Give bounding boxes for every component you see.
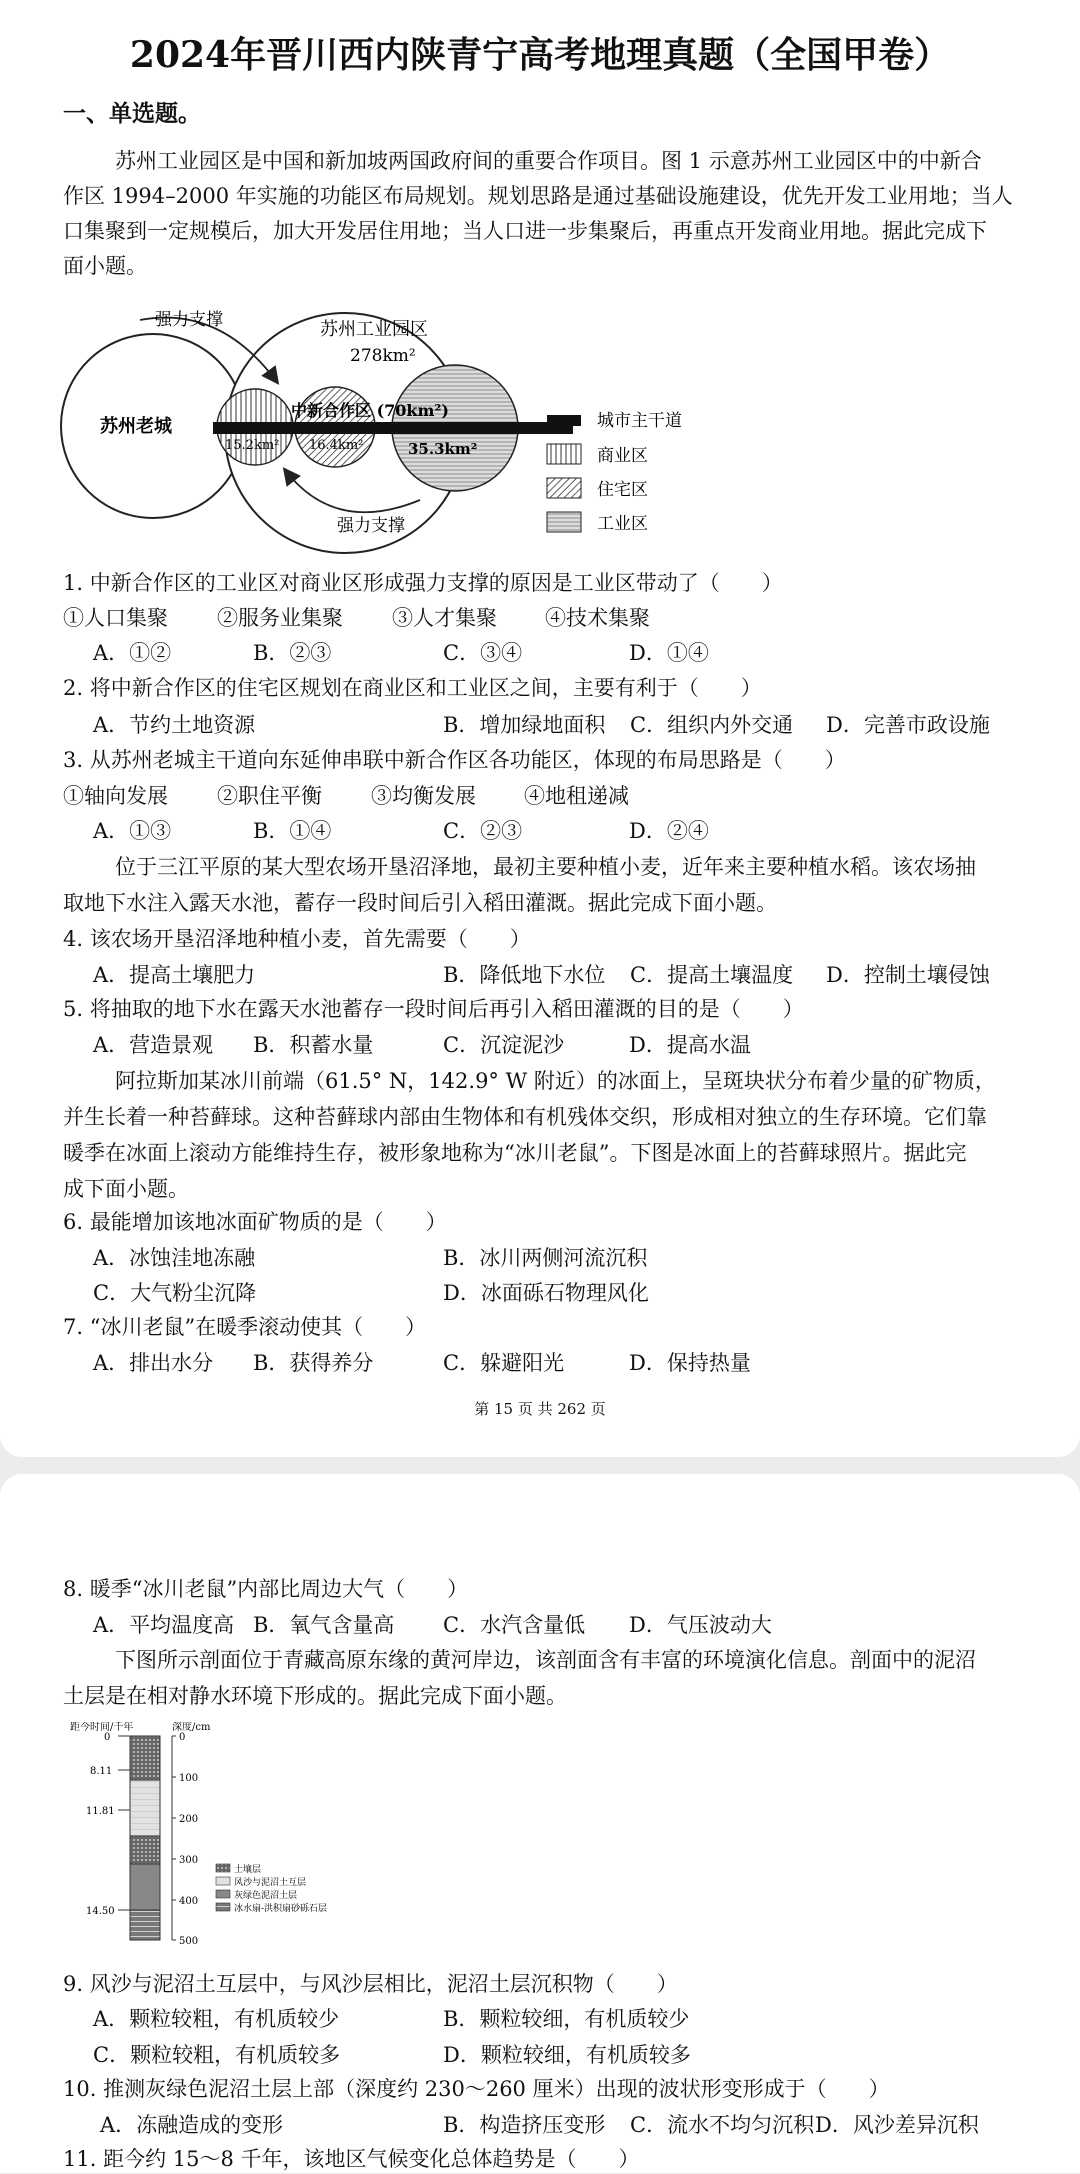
q3-item: ④地租递减 (524, 784, 629, 808)
depth-axis-title: 深度/cm (172, 1722, 211, 1733)
q4-option-d[interactable]: D．控制土壤侵蚀 (826, 963, 990, 987)
q5-option-b[interactable]: B．积蓄水量 (253, 1033, 374, 1057)
passage-4-line: 土层是在相对静水环境下形成的。据此完成下面小题。 (63, 1684, 567, 1708)
layer-marsh-lower (130, 1864, 160, 1910)
question-3: 3. 从苏州老城主干道向东延伸串联中新合作区各功能区，体现的布局思路是（ ） (63, 748, 846, 772)
bottom-support-label: 强力支撑 (337, 516, 405, 536)
time-axis-title: 距今时间/千年 (70, 1722, 134, 1733)
q10-option-d[interactable]: D．风沙差异沉积 (815, 2113, 979, 2137)
layer-sand-marsh-interbedded (130, 1780, 160, 1836)
legend-soil-swatch (216, 1864, 230, 1872)
q1-item: ③人才集聚 (392, 606, 497, 630)
page-number: 第 15 页 共 262 页 (474, 1400, 606, 1418)
q8-option-a[interactable]: A．平均温度高 (93, 1613, 235, 1637)
q1-item: ①人口集聚 (63, 606, 168, 630)
legend-commercial-label: 商业区 (597, 446, 648, 466)
passage-1-line: 苏州工业园区是中国和新加坡两国政府间的重要合作项目。图 1 示意苏州工业园区中的中新合 (115, 149, 982, 173)
q3-option-a[interactable]: A．①③ (93, 819, 172, 843)
time-label: 11.81 (86, 1806, 115, 1817)
q7-option-a[interactable]: A．排出水分 (93, 1351, 214, 1375)
q4-option-b[interactable]: B．降低地下水位 (443, 963, 606, 987)
q1-item: ②服务业集聚 (217, 606, 343, 630)
question-5: 5. 将抽取的地下水在露天水池蓄存一段时间后再引入稻田灌溉的目的是（ ） (63, 997, 804, 1021)
layer-gravel (130, 1910, 160, 1940)
layer-grey-green-marsh (130, 1836, 160, 1864)
depth-label: 0 (179, 1732, 186, 1743)
question-11: 11. 距今约 15～8 千年，该地区气候变化总体趋势是（ ） (63, 2147, 640, 2171)
passage-3-line: 暖季在冰面上滚动方能维持生存，被形象地称为“冰川老鼠”。下图是冰面上的苔藓球照片。据此完 (63, 1141, 967, 1165)
layer-soil (130, 1736, 160, 1780)
q5-option-a[interactable]: A．营造景观 (93, 1033, 214, 1057)
legend-marsh-label: 灰绿色泥沼土层 (234, 1891, 298, 1901)
main-road (213, 422, 573, 434)
depth-label: 100 (179, 1773, 199, 1784)
q1-item: ④技术集聚 (545, 606, 650, 630)
depth-label: 500 (179, 1936, 199, 1947)
q1-option-d[interactable]: D．①④ (629, 641, 709, 665)
question-6: 6. 最能增加该地冰面矿物质的是（ ） (63, 1210, 447, 1234)
q2-option-b[interactable]: B．增加绿地面积 (443, 713, 606, 737)
q10-option-b[interactable]: B．构造挤压变形 (443, 2113, 606, 2137)
page-2 (0, 1474, 1080, 2173)
question-4: 4. 该农场开垦沼泽地种植小麦，首先需要（ ） (63, 927, 531, 951)
passage-3-line: 阿拉斯加某冰川前端（61.5° N，142.9° W 附近）的冰面上，呈斑块状分布着少量的矿物质， (115, 1069, 996, 1093)
figure-2-stratigraphic-profile (60, 1722, 390, 1957)
q1-option-c[interactable]: C．③④ (443, 641, 523, 665)
q1-option-b[interactable]: B．②③ (253, 641, 332, 665)
q9-option-d[interactable]: D．颗粒较细，有机质较多 (443, 2043, 691, 2067)
time-label: 0 (104, 1732, 111, 1743)
q3-option-d[interactable]: D．②④ (629, 819, 709, 843)
figure-1-layout-diagram (55, 285, 715, 565)
q3-option-c[interactable]: C．②③ (443, 819, 523, 843)
park-name-label: 苏州工业园区 (320, 319, 428, 340)
park-area-label: 278km² (350, 346, 416, 366)
q5-option-d[interactable]: D．提高水温 (629, 1033, 751, 1057)
legend-road-label: 城市主干道 (597, 411, 682, 431)
passage-3-line: 成下面小题。 (63, 1177, 189, 1201)
passage-1-line: 作区 1994–2000 年实施的功能区布局规划。规划思路是通过基础设施建设，优先开发工业用地；当人 (63, 184, 1013, 208)
top-support-label: 强力支撑 (155, 310, 223, 330)
q4-option-a[interactable]: A．提高土壤肥力 (93, 963, 256, 987)
page-title: 2024年晋川西内陕青宁高考地理真题（全国甲卷） (129, 34, 951, 76)
residential-area-label: 16.4km² (309, 438, 364, 453)
depth-label: 400 (179, 1896, 199, 1907)
q3-item: ②职住平衡 (217, 784, 322, 808)
q3-item: ①轴向发展 (63, 784, 168, 808)
q10-option-c[interactable]: C．流水不均匀沉积 (630, 2113, 815, 2137)
legend-gravel-label: 冰水扇-洪积扇砂砾石层 (234, 1904, 328, 1914)
q2-option-a[interactable]: A．节约土地资源 (93, 713, 256, 737)
question-8: 8. 暖季“冰川老鼠”内部比周边大气（ ） (63, 1577, 469, 1601)
time-label: 14.50 (86, 1906, 115, 1917)
passage-2-line: 取地下水注入露天水池，蓄存一段时间后引入稻田灌溉。据此完成下面小题。 (63, 891, 777, 915)
q5-option-c[interactable]: C．沉淀泥沙 (443, 1033, 565, 1057)
passage-2-line: 位于三江平原的某大型农场开垦沼泽地，最初主要种植小麦，近年来主要种植水稻。该农场抽 (115, 855, 976, 879)
section-heading: 一、单选题。 (63, 100, 201, 127)
q9-option-c[interactable]: C．颗粒较粗，有机质较多 (93, 2043, 341, 2067)
q3-item: ③均衡发展 (371, 784, 476, 808)
q9-option-b[interactable]: B．颗粒较细，有机质较少 (443, 2007, 690, 2031)
question-10: 10. 推测灰绿色泥沼土层上部（深度约 230～260 厘米）出现的波状形变形成于（ ） (63, 2077, 890, 2101)
passage-4-line: 下图所示剖面位于青藏高原东缘的黄河岸边，该剖面含有丰富的环境演化信息。剖面中的泥沼 (115, 1648, 976, 1672)
passage-1-line: 面小题。 (63, 254, 147, 278)
q6-option-c[interactable]: C．大气粉尘沉降 (93, 1281, 257, 1305)
legend-residential-label: 住宅区 (597, 480, 648, 500)
q6-option-a[interactable]: A．冰蚀洼地冻融 (93, 1246, 256, 1270)
q4-option-c[interactable]: C．提高土壤温度 (630, 963, 794, 987)
depth-label: 300 (179, 1855, 199, 1866)
q7-option-c[interactable]: C．躲避阳光 (443, 1351, 565, 1375)
industrial-area-label: 35.3km² (408, 440, 478, 458)
legend-road-swatch (547, 415, 581, 426)
legend-sand-swatch (216, 1877, 230, 1885)
q8-option-b[interactable]: B．氧气含量高 (253, 1613, 395, 1637)
q9-option-a[interactable]: A．颗粒较粗，有机质较少 (93, 2007, 340, 2031)
legend-residential-swatch (547, 478, 581, 498)
question-2: 2. 将中新合作区的住宅区规划在商业区和工业区之间，主要有利于（ ） (63, 676, 762, 700)
depth-ticks (172, 1736, 176, 1940)
commercial-area-label: 15.2km² (225, 438, 280, 453)
q6-option-d[interactable]: D．冰面砾石物理风化 (443, 1281, 649, 1305)
q2-option-d[interactable]: D．完善市政设施 (826, 713, 990, 737)
q7-option-b[interactable]: B．获得养分 (253, 1351, 374, 1375)
legend-marsh-swatch (216, 1890, 230, 1898)
q7-option-d[interactable]: D．保持热量 (629, 1351, 751, 1375)
question-9: 9. 风沙与泥沼土互层中，与风沙层相比，泥沼土层沉积物（ ） (63, 1972, 678, 1996)
time-label: 8.11 (90, 1766, 113, 1777)
zone-label: 中新合作区 (70km²) (291, 401, 450, 420)
q1-option-a[interactable]: A．①② (93, 641, 172, 665)
q3-option-b[interactable]: B．①④ (253, 819, 332, 843)
legend-soil-label: 土壤层 (234, 1865, 262, 1875)
q8-option-c[interactable]: C．水汽含量低 (443, 1613, 586, 1637)
q2-option-c[interactable]: C．组织内外交通 (630, 713, 794, 737)
q8-option-d[interactable]: D．气压波动大 (629, 1613, 772, 1637)
old-city-label: 苏州老城 (100, 416, 172, 437)
legend-commercial-swatch (547, 444, 581, 464)
question-1: 1. 中新合作区的工业区对商业区形成强力支撑的原因是工业区带动了（ ） (63, 571, 783, 595)
legend-industrial-swatch (547, 512, 581, 532)
depth-label: 200 (179, 1814, 199, 1825)
q6-option-b[interactable]: B．冰川两侧河流沉积 (443, 1246, 648, 1270)
question-7: 7. “冰川老鼠”在暖季滚动使其（ ） (63, 1315, 427, 1339)
legend-industrial-label: 工业区 (597, 514, 648, 534)
passage-1-line: 口集聚到一定规模后，加大开发居住用地；当人口进一步集聚后，再重点开发商业用地。据此完成下 (63, 219, 987, 243)
legend-sand-label: 风沙与泥沼土互层 (234, 1878, 307, 1888)
legend-gravel-swatch (216, 1903, 230, 1911)
q10-option-a[interactable]: A．冻融造成的变形 (100, 2113, 284, 2137)
passage-3-line: 并生长着一种苔藓球。这种苔藓球内部由生物体和有机残体交织，形成相对独立的生存环境。它们靠 (63, 1105, 987, 1129)
